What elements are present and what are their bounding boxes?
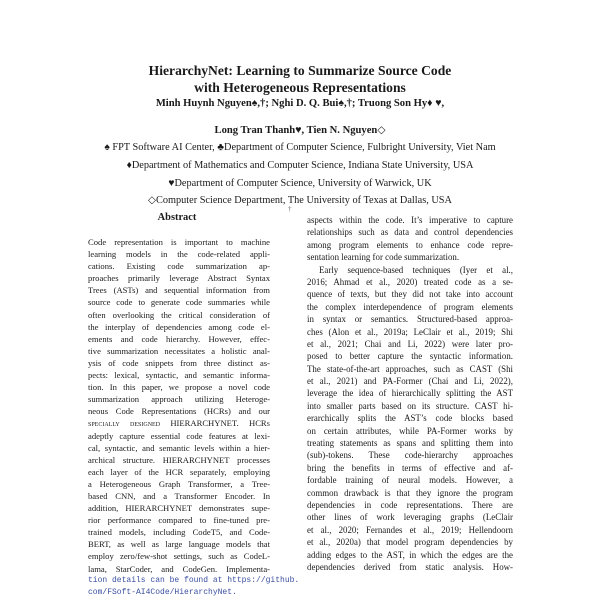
abstract-line: a Heterogeneous Graph Transformer, a Tree- <box>88 478 270 489</box>
affiliation-1: ♠ FPT Software AI Center, ♣Department of Computer Science, Fulbright University, Viet Nam <box>104 142 496 153</box>
abstract-line: employ zero/few-shot settings, such as CodeL- <box>88 551 270 562</box>
repository-link-line-1[interactable]: tion details can be found at https://github. <box>88 575 300 585</box>
abstract-line: ysis of code snippets from three distinct as- <box>88 357 270 368</box>
body-line: The state-of-the-art approaches, such as CAST (Shi <box>307 363 513 374</box>
body-line: the complex interdependence of program elements <box>307 301 513 312</box>
abstract-line: adeptly capture essential code features at lexi- <box>88 430 270 441</box>
body-line: sentation learning for code summarization. <box>307 252 460 263</box>
body-line: aspects within the code. It’s imperative to capture <box>307 215 513 225</box>
abstract-line: neous Code Representations (HCRs) and our <box>88 406 270 417</box>
abstract-line: ements and code hierarchy. However, effec- <box>88 333 270 344</box>
abstract-line: specially designed HIERARCHYNET. HCRs <box>88 418 270 429</box>
body-line: treating statements as spans and splitting them into <box>307 438 513 449</box>
body-line: common drawback is that they ignore the program <box>307 487 513 498</box>
abstract-line: often overlooking the critical consideration of <box>88 309 270 320</box>
body-line: et al., 2021; Chai and Li, 2022) were later pro- <box>307 338 513 349</box>
body-line: fordable training of neural models. However, a <box>307 475 513 486</box>
body-line: leverage the idea of hierarchically splitting the AST <box>307 388 513 399</box>
abstract-line: tion. In this paper, we propose a novel code <box>88 382 270 393</box>
abstract-line: Trees (ASTs) and sequential information from <box>88 285 270 296</box>
body-line: 2016; Ahmad et al., 2020) treated code as a se- <box>307 276 513 287</box>
body-line: other lines of work leveraging graphs (LeClair <box>307 512 513 523</box>
abstract-line: addition, HIERARCHYNET demonstrates supe- <box>88 503 270 514</box>
abstract-heading: Abstract <box>157 212 197 223</box>
abstract-line: pects: lexical, syntactic, and semantic informa- <box>88 370 270 381</box>
abstract-line: trained models, including CodeT5, and Code- <box>88 527 270 538</box>
body-line: on certain attributes, while PA-Former works by <box>307 425 513 436</box>
abstract-line: tive summarization necessitates a holistic anal- <box>88 345 270 356</box>
body-line: in syntax or semantics. Structured-based approa- <box>307 314 513 325</box>
body-line: erarchically splits the AST’s code blocks based <box>307 413 513 424</box>
abstract-text <box>88 236 300 599</box>
abstract-line: summarization approach utilizing Heteroge- <box>88 394 270 405</box>
paper-title-line-2: with Heterogeneous Representations <box>194 80 406 95</box>
abstract-line: lama, StarCoder, and CodeGen. Implementa- <box>88 563 270 574</box>
equal-contribution-mark: † <box>288 205 292 213</box>
abstract-line: cations. Existing code summarization ap- <box>88 261 270 272</box>
body-line: into smaller parts based on its structure. CAST hi- <box>307 400 513 411</box>
body-line: among program elements to enhance code repre- <box>307 239 513 250</box>
abstract-line: learning models in the code-related appli- <box>88 249 270 260</box>
body-line: (sub)-tokens. These code-hierarchy approaches <box>307 450 513 461</box>
body-line: Early sequence-based techniques (Iyer et al., <box>319 264 513 275</box>
abstract-line: each layer of the HCR separately, employing <box>88 466 270 477</box>
body-line: bring the benefits in terms of effective and af- <box>307 462 513 473</box>
body-line: dependencies in code representations. There are <box>307 499 513 510</box>
abstract-line: based CNN, and a Transformer Encoder. In <box>88 490 270 501</box>
body-line: relationships such as data and control dependencies <box>307 227 513 238</box>
body-line: adding edges to the AST, in which the edges are the <box>307 549 513 560</box>
affiliation-2: ♦Department of Mathematics and Computer Science, Indiana State University, USA <box>126 160 474 171</box>
body-line: et al., 2020a) that model program dependencies by <box>307 537 513 548</box>
author-list-line-2: Long Tran Thanh♥, Tien N. Nguyen◇ <box>214 125 386 136</box>
body-line: et al., 2021) and PA-Former (Chai and Li, 2022), <box>307 376 513 387</box>
body-line: quence of texts, but they did not take into account <box>307 289 513 300</box>
body-line: ches (Alon et al., 2019a; LeClair et al., 2019; Shi <box>307 326 513 337</box>
abstract-line: archical structure. HIERARCHYNET processes <box>88 454 270 465</box>
author-list-line-1: Minh Huynh Nguyen♠,†; Nghi D. Q. Bui♠,†; Truong Son Hy♦ ♥, <box>155 98 445 109</box>
body-line: dependencies derived from static analysis. How- <box>307 561 513 572</box>
abstract-line: BERT, as well as large language models that <box>88 539 270 550</box>
abstract-line: rior performance compared to fine-tuned pre- <box>88 515 270 526</box>
abstract-line: proaches primarily leverage Abstract Syntax <box>88 273 270 284</box>
body-line: et al., 2020; Fernandes et al., 2019; Hellendoorn <box>307 524 513 535</box>
affiliation-4: ◇Computer Science Department, The University of Texas at Dallas, USA <box>148 195 452 206</box>
abstract-line: Code representation is important to machine <box>88 237 270 247</box>
abstract-line: source code to generate code summaries while <box>88 297 270 308</box>
body-line: posed to better capture the syntactic information. <box>307 351 513 362</box>
repository-link-line-2[interactable]: com/FSoft-AI4Code/HierarchyNet. <box>88 587 237 597</box>
abstract-line: cal, syntactic, and semantic levels within a hier- <box>88 442 270 453</box>
abstract-line: the interplay of dependencies among code el- <box>88 321 270 332</box>
body-text-column <box>307 214 513 573</box>
paper-title-line-1: HierarchyNet: Learning to Summarize Source Code <box>148 63 452 78</box>
affiliation-3: ♥Department of Computer Science, University of Warwick, UK <box>168 178 432 189</box>
